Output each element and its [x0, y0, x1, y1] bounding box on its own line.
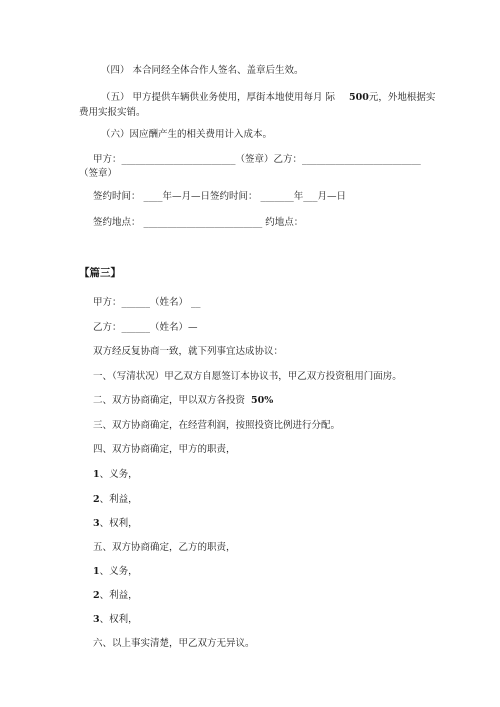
item-two-text: 二、双方协商确定，甲以双方各投资: [93, 395, 246, 406]
party-b-duty-1: [93, 566, 138, 578]
item-two: [93, 395, 273, 407]
duty-number: 2: [93, 494, 100, 505]
duty-label: 、利益，: [99, 494, 138, 505]
signing-time-line: 签约时间： ____年—月—日签约时间： _______年___月—日: [93, 191, 347, 202]
duty-label: 、义务，: [99, 566, 138, 577]
duty-label: 、权利，: [99, 518, 138, 529]
duty-label: 、利益，: [99, 590, 138, 601]
party-a-line: 甲方：______（姓名） __: [93, 297, 201, 308]
item-three: 三、双方协商确定，在经营利润，按照投资比例进行分配。: [93, 420, 341, 431]
clause-five-text-a: （五） 甲方提供车辆供业务使用，厚街本地使用每月 际: [101, 92, 336, 103]
party-a-duty-3: [93, 518, 138, 530]
duty-number: 2: [93, 590, 100, 601]
party-a-duty-2: [93, 494, 138, 506]
section-three-title: 【篇三】: [79, 267, 121, 279]
party-b-duty-2: [93, 590, 138, 602]
item-two-percentage: 50%: [251, 395, 274, 406]
duty-number: 3: [93, 614, 100, 625]
party-a-duty-1: [93, 469, 138, 481]
clause-six: （六）因应酬产生的相关费用计入成本。: [101, 129, 273, 140]
signature-seal-label: （签章）: [79, 168, 118, 179]
clause-four: （四） 本合同经全体合作人签名、盖章后生效。: [101, 65, 304, 76]
duty-label: 、权利，: [99, 614, 138, 625]
item-four: 四、双方协商确定，甲方的职责，: [93, 444, 236, 455]
signing-place-line: 签约地点： _________________________ 约地点：: [93, 217, 304, 228]
duty-number: 3: [93, 518, 100, 529]
clause-five-text-b: 元，外地根据实: [368, 92, 436, 103]
item-one: 一、（写清状况）甲乙双方自愿签订本协议书，甲乙双方投资租用门面房。: [93, 371, 402, 382]
signature-line-parties: 甲方：________________________（签章）乙方：_________________________: [93, 154, 421, 165]
item-six: 六、以上事实清楚，甲乙双方无异议。: [93, 638, 255, 649]
clause-five: [101, 92, 435, 104]
clause-five-amount: 500: [349, 92, 369, 103]
duty-label: 、义务，: [99, 469, 138, 480]
clause-five-continued: 费用实报实销。: [79, 107, 146, 118]
duty-number: 1: [93, 566, 100, 577]
agreement-intro: 双方经反复协商一致，就下列事宜达成协议：: [93, 346, 284, 357]
duty-number: 1: [93, 469, 100, 480]
party-b-line: 乙方：______（姓名）—: [93, 322, 198, 333]
item-five: 五、双方协商确定，乙方的职责，: [93, 542, 236, 553]
party-b-duty-3: [93, 614, 138, 626]
